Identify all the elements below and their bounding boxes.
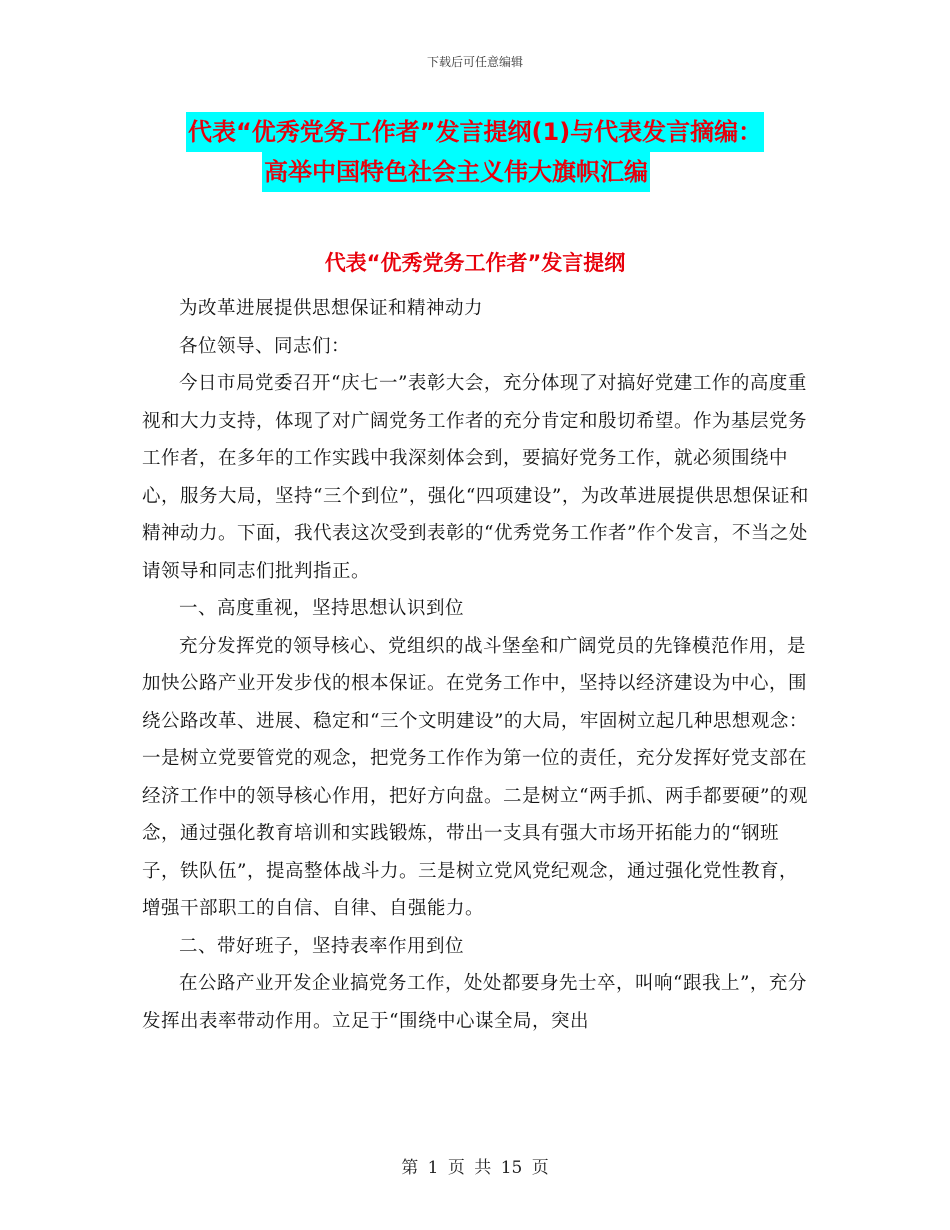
- document-title: [186, 112, 886, 192]
- paragraph-subtitle: 为改革进展提供思想保证和精神动力: [179, 298, 484, 319]
- paragraph-body-1: 充分发挥党的领导核心、党组织的战斗堡垒和广阔党员的先锋模范作用，是加快公路产业开发步伐的根本保证。在党务工作中，坚持以经济建设为中心，围绕公路改革、进展、稳定和“三个文明建设”的大局，牢固树立起几种思想观念：一是树立党要管党的观念，把党务工作作为第一位的责任，充分发挥好党支部在经济工作中的领导核心作用，把好方向盘。二是树立“两手抓、两手都要硬”的观念，通过强化教育培训和实践锻炼，带出一支具有强大市场开拓能力的“钢班子，铁队伍”，提高整体战斗力。三是树立党风党纪观念，通过强化党性教育，增强干部职工的自信、自律、自强能力。: [142, 635, 808, 919]
- page-footer: 第 1 页 共 15 页: [401, 1158, 549, 1178]
- section-title: 代表“优秀党务工作者”发言提纲: [324, 251, 626, 275]
- paragraph-salutation: 各位领导、同志们：: [179, 335, 351, 357]
- paragraph-intro: 今日市局党委召开“庆七一”表彰大会，充分体现了对搞好党建工作的高度重视和大力支持，体现了对广阔党务工作者的充分肯定和殷切希望。作为基层党务工作者，在多年的工作实践中我深刻体会到，要搞好党务工作，就必须围绕中心，服务大局，坚持“三个到位”，强化“四项建设”，为改革进展提供思想保证和精神动力。下面，我代表这次受到表彰的“优秀党务工作者”作个发言，不当之处请领导和同志们批判指正。: [142, 373, 809, 582]
- document-title-line-2: 高举中国特色社会主义伟大旗帜汇编: [262, 152, 650, 192]
- paragraph-heading-2: 二、带好班子，坚持表率作用到位: [179, 935, 465, 957]
- paragraph-heading-1: 一、高度重视，坚持思想认识到位: [179, 598, 465, 619]
- paragraph-body-2: 在公路产业开发企业搞党务工作，处处都要身先士卒，叫响“跟我上”，充分发挥出表率带动作用。立足于“围绕中心谋全局，突出: [142, 973, 807, 1032]
- document-title-line-1: 代表“优秀党务工作者”发言提纲(1)与代表发言摘编：: [186, 112, 764, 152]
- document-body: [142, 290, 810, 1040]
- header-note: 下载后可任意编辑: [426, 55, 523, 69]
